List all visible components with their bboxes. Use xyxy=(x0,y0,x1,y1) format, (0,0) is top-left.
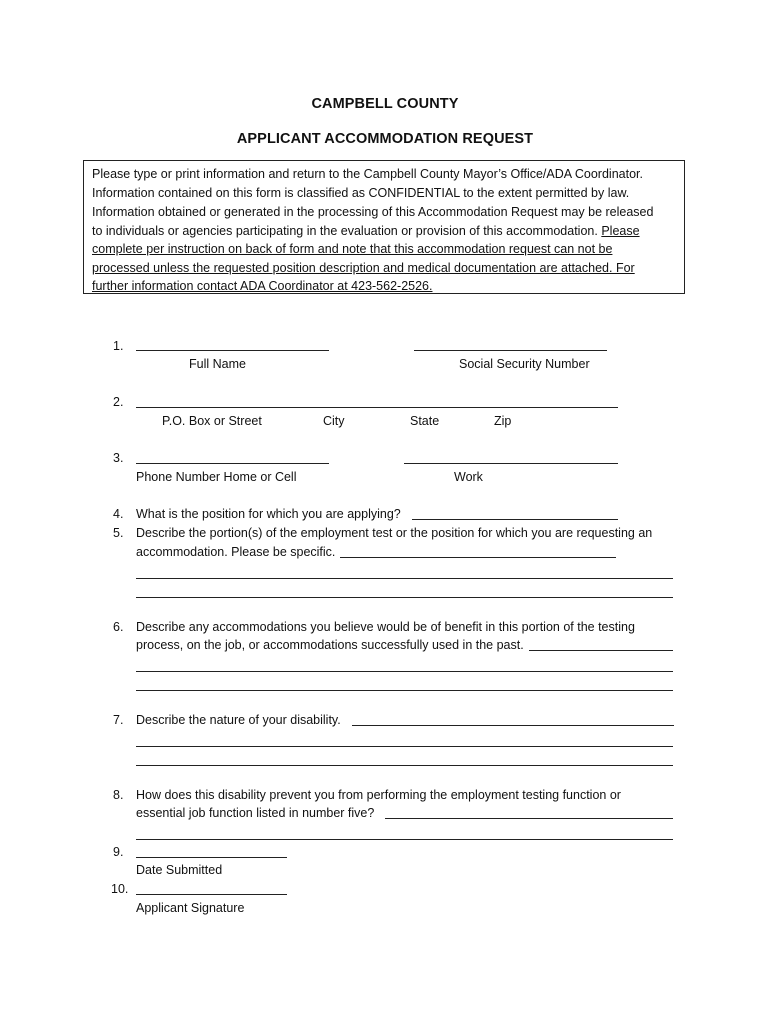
work-phone-field[interactable] xyxy=(404,463,618,464)
phone-field[interactable] xyxy=(136,463,329,464)
accommodations-field-line[interactable] xyxy=(136,671,673,672)
notice-underlined-text: Please xyxy=(601,224,640,238)
question-position: What is the position for which you are applying? xyxy=(136,507,401,521)
item-number: 4. xyxy=(113,507,124,521)
date-submitted-field[interactable] xyxy=(136,857,287,858)
zip-label: Zip xyxy=(494,414,512,428)
notice-text: to individuals or agencies participating in the evaluation or provision of this accommodation. xyxy=(92,224,602,238)
portion-field-line[interactable] xyxy=(136,597,673,598)
question-accommodations: Describe any accommodations you believe would be of benefit in this portion of the testing xyxy=(136,620,635,634)
item-number: 9. xyxy=(113,845,124,859)
item-number: 5. xyxy=(113,526,124,540)
question-disability: Describe the nature of your disability. xyxy=(136,713,341,727)
phone-label: Phone Number Home or Cell xyxy=(136,470,297,484)
signature-field[interactable] xyxy=(136,894,287,895)
item-number: 2. xyxy=(113,395,124,409)
question-portion-cont: accommodation. Please be specific. xyxy=(136,545,336,559)
county-title: CAMPBELL COUNTY xyxy=(311,96,459,112)
notice-line: Please type or print information and return to the Campbell County Mayor’s Office/ADA Coordinator. xyxy=(92,167,643,181)
item-number: 8. xyxy=(113,788,124,802)
city-label: City xyxy=(323,414,345,428)
state-label: State xyxy=(410,414,440,428)
question-accommodations-cont: process, on the job, or accommodations successfully used in the past. xyxy=(136,638,524,652)
ssn-label: Social Security Number xyxy=(459,357,590,371)
form-title: APPLICANT ACCOMMODATION REQUEST xyxy=(236,131,534,147)
item-number: 6. xyxy=(113,620,124,634)
street-label: P.O. Box or Street xyxy=(162,414,262,428)
disability-field-line[interactable] xyxy=(136,765,673,766)
disability-field[interactable] xyxy=(352,725,674,726)
notice-line: Information contained on this form is classified as CONFIDENTIAL to the extent permitted by law. xyxy=(92,186,630,200)
notice-line: processed unless the requested position description and medical documentation are attached. For xyxy=(92,261,635,275)
address-field[interactable] xyxy=(136,407,618,408)
item-number: 7. xyxy=(113,713,124,727)
signature-label: Applicant Signature xyxy=(136,901,245,915)
notice-line xyxy=(92,224,640,239)
full-name-label: Full Name xyxy=(189,357,246,371)
question-portion: Describe the portion(s) of the employment test or the position for which you are requesting an xyxy=(136,526,653,540)
prevent-field[interactable] xyxy=(385,818,673,819)
date-submitted-label: Date Submitted xyxy=(136,863,223,877)
work-label: Work xyxy=(454,470,483,484)
ssn-field[interactable] xyxy=(414,350,607,351)
accommodations-field[interactable] xyxy=(529,650,673,651)
item-number: 10. xyxy=(111,882,129,896)
position-field[interactable] xyxy=(412,519,618,520)
instructions-box xyxy=(83,160,685,294)
notice-line: Information obtained or generated in the processing of this Accommodation Request may be released xyxy=(92,205,654,219)
accommodations-field-line[interactable] xyxy=(136,690,673,691)
full-name-field[interactable] xyxy=(136,350,329,351)
question-prevent: How does this disability prevent you from performing the employment testing function or xyxy=(136,788,621,802)
prevent-field-line[interactable] xyxy=(136,839,673,840)
disability-field-line[interactable] xyxy=(136,746,673,747)
notice-line: further information contact ADA Coordinator at 423-562-2526. xyxy=(92,279,433,293)
notice-line: complete per instruction on back of form and note that this accommodation request can not be xyxy=(92,242,613,256)
portion-field[interactable] xyxy=(340,557,616,558)
question-prevent-cont: essential job function listed in number five? xyxy=(136,806,375,820)
portion-field-line[interactable] xyxy=(136,578,673,579)
item-number: 3. xyxy=(113,451,124,465)
item-number: 1. xyxy=(113,339,124,353)
